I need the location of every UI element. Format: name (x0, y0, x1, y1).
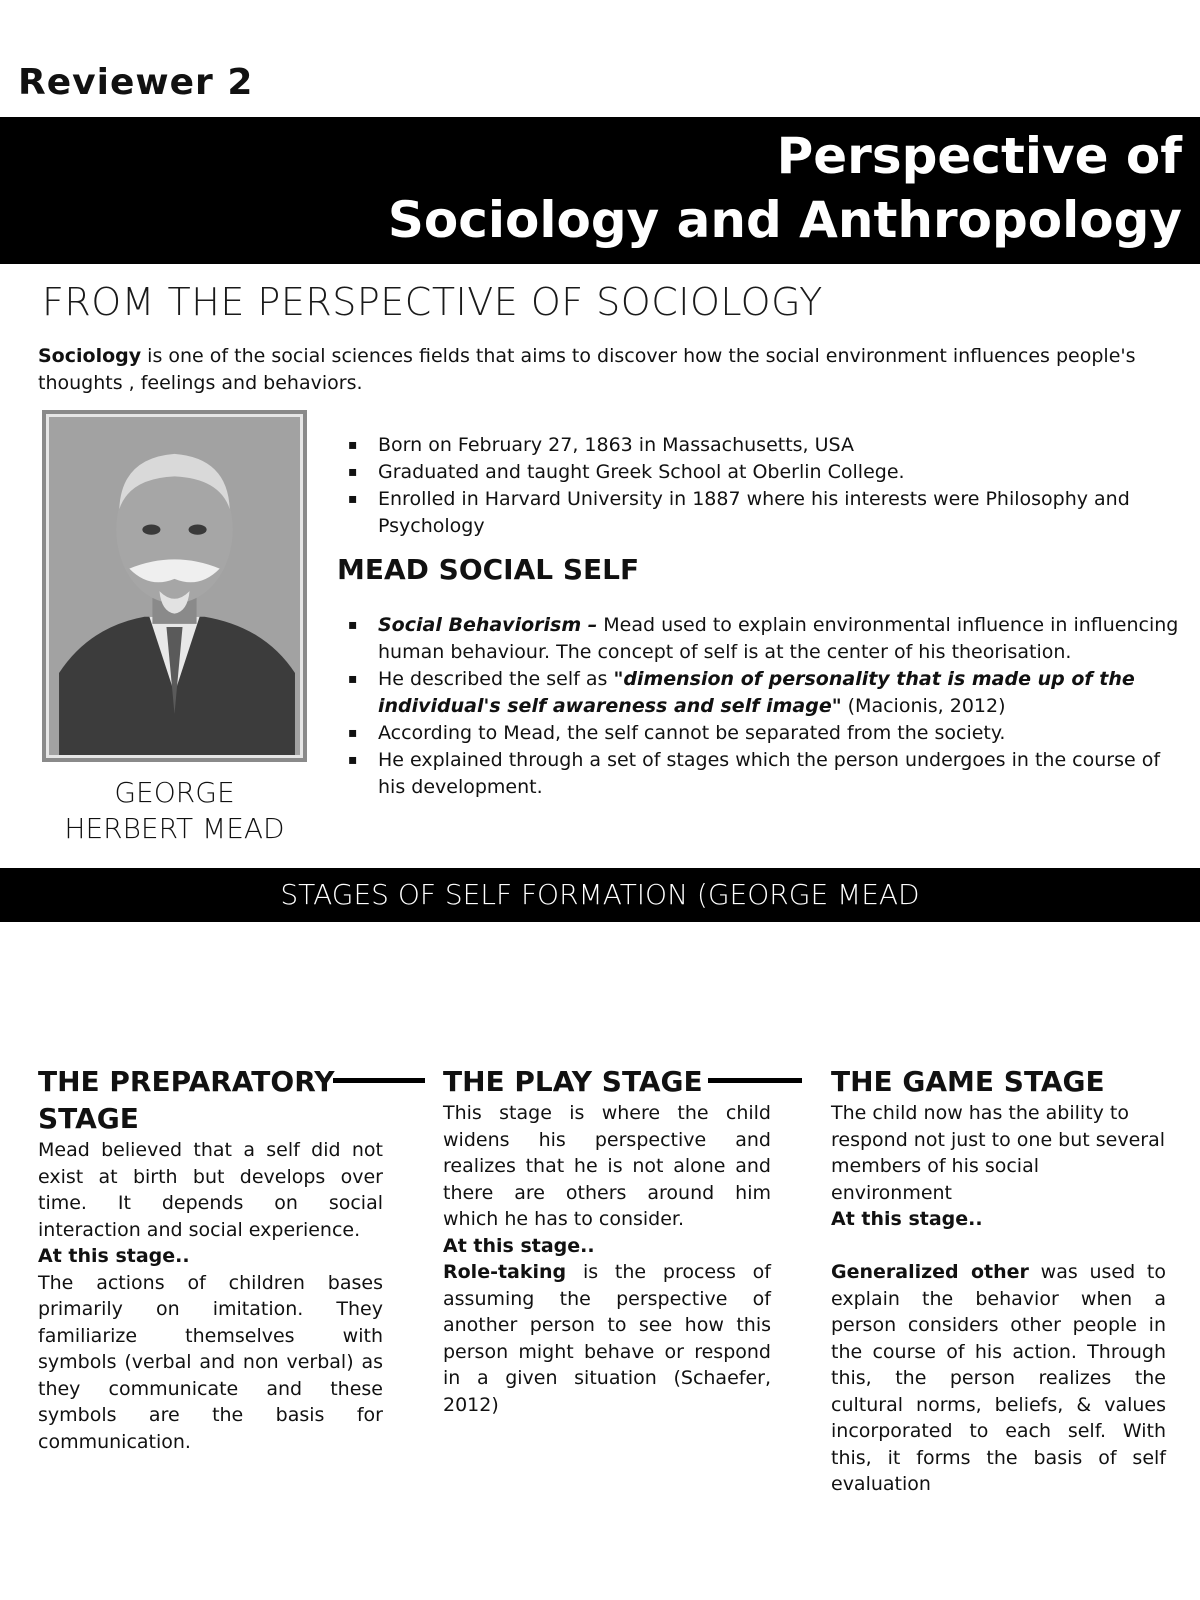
stage-spacer (831, 1233, 1166, 1260)
mead-quote: "dimension of personality that is made up of the individual's self awareness and self image" (378, 668, 1135, 717)
title-line-1: Perspective of (776, 127, 1182, 185)
section-heading: FROM THE PERSPECTIVE OF SOCIOLOGY (42, 280, 823, 324)
stage-text-body: was used to explain the behavior when a person considers other people in the course of his action. Through this, the person realizes the cultural norms, beliefs, & values incorporated to each self. With this, it forms the basis of self evaluation (831, 1261, 1166, 1495)
stage-title-line: THE PREPARATORY (38, 1065, 335, 1098)
mead-item (348, 612, 1190, 666)
caption-line-2: HERBERT MEAD (64, 812, 285, 845)
intro-term: Sociology (38, 345, 142, 367)
portrait-image (49, 417, 300, 755)
title-banner (0, 117, 1200, 264)
stage-subheading: At this stage.. (443, 1234, 595, 1257)
bio-item: ▪ Enrolled in Harvard University in 1887 where his interests were Philosophy and Psychology (348, 486, 1168, 540)
stage-text: The child now has the ability to respond not just to one but several members of his social environment (831, 1102, 1166, 1204)
stages-banner: STAGES OF SELF FORMATION (GEORGE MEAD (0, 868, 1200, 922)
stage-text: The actions of children bases primarily on imitation. They familiarize themselves with symbols (verbal and non verbal) as they communicate and these symbols are the basis for communication. (38, 1271, 383, 1453)
mead-citation: (Macionis, 2012) (841, 695, 1006, 717)
mead-item: ▪ According to Mead, the self cannot be separated from the society. (348, 720, 1190, 747)
bio-item: ▪ Born on February 27, 1863 in Massachusetts, USA (348, 432, 1168, 459)
caption-line-1: GEORGE (114, 776, 235, 809)
bio-list (348, 432, 1168, 540)
stage-preparatory (38, 1063, 383, 1455)
title-line-2: Sociology and Anthropology (387, 191, 1182, 249)
stage-term: Generalized other (831, 1261, 1029, 1283)
stage-title: THE GAME STAGE (831, 1065, 1105, 1098)
stage-text: Mead believed that a self did not exist at birth but develops over time. It depends on social interaction and social experience. (38, 1139, 383, 1241)
stage-subheading: At this stage.. (38, 1245, 190, 1267)
mead-item (348, 666, 1190, 720)
intro-text: is one of the social sciences fields that aims to discover how the social environment influences people's thoughts , feelings and behaviors. (38, 345, 1136, 394)
stage-title (38, 1063, 383, 1137)
portrait-caption (42, 775, 307, 847)
mead-text: Mead used to explain environmental influence in influencing human behaviour. The concept of self is at the center of his theorisation. (378, 614, 1179, 663)
intro-paragraph (38, 343, 1163, 397)
stage-term: Role-taking (443, 1261, 567, 1283)
mead-list (348, 612, 1190, 801)
stage-game (831, 1063, 1166, 1498)
stage-title-line: STAGE (38, 1102, 139, 1135)
stage-play (443, 1063, 771, 1418)
stage-text-body: is the process of assuming the perspective of another person to see how this person might behave or respond in a given situation (Schaefer, 2012) (443, 1261, 771, 1416)
mead-heading: MEAD SOCIAL SELF (337, 553, 640, 586)
mead-text: He described the self as (378, 668, 614, 690)
reviewer-label: Reviewer 2 (18, 62, 254, 103)
mead-term: Social Behaviorism – (378, 614, 598, 636)
mead-item: ▪ He explained through a set of stages which the person undergoes in the course of his development. (348, 747, 1190, 801)
stage-text (831, 1259, 1166, 1498)
stage-text: This stage is where the child widens his perspective and realizes that he is not alone and there are others around him which he has to consider. (443, 1102, 771, 1230)
stage-title: THE PLAY STAGE (443, 1065, 703, 1098)
stage-subheading: At this stage.. (831, 1208, 983, 1230)
portrait-photo (42, 410, 307, 762)
stage-text (443, 1259, 771, 1418)
bio-item: ▪ Graduated and taught Greek School at Oberlin College. (348, 459, 1168, 486)
